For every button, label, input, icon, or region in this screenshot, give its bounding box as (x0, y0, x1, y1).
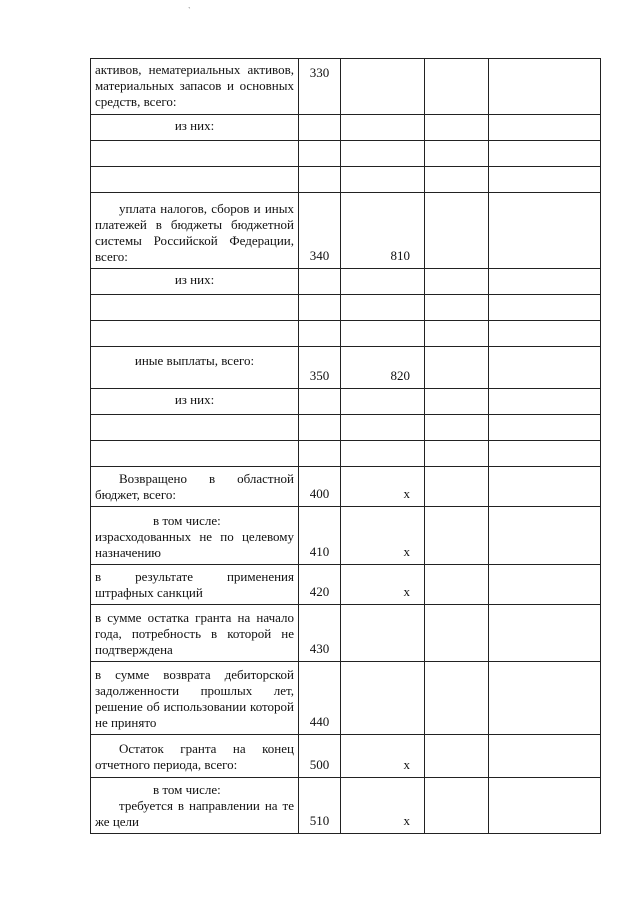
row-cell-note (489, 778, 601, 834)
table-row (91, 389, 601, 415)
row-code: 430 (299, 605, 341, 662)
row-kbk (341, 141, 425, 167)
row-cell-note (489, 167, 601, 193)
row-label: в результате применения штрафных санкций (91, 565, 299, 605)
row-code (299, 415, 341, 441)
row-cell-sum (425, 662, 489, 735)
row-label (91, 415, 299, 441)
row-label-text: требуется в направлении на те же цели (95, 798, 294, 829)
table-row (91, 167, 601, 193)
row-code: 330 (299, 59, 341, 115)
row-cell-sum (425, 269, 489, 295)
row-kbk (341, 167, 425, 193)
row-cell-note (489, 269, 601, 295)
report-table (90, 58, 601, 834)
row-cell-note (489, 662, 601, 735)
table-row (91, 605, 601, 662)
row-kbk (341, 115, 425, 141)
row-cell-sum (425, 295, 489, 321)
row-kbk: x (341, 565, 425, 605)
row-cell-sum (425, 389, 489, 415)
row-cell-note (489, 193, 601, 269)
row-label: активов, нематериальных активов, материальных запасов и основных средств, всего: (91, 59, 299, 115)
row-cell-note (489, 321, 601, 347)
row-cell-note (489, 347, 601, 389)
row-cell-sum (425, 167, 489, 193)
table-row (91, 347, 601, 389)
row-kbk: x (341, 507, 425, 565)
table-row (91, 735, 601, 778)
table-row (91, 141, 601, 167)
row-code (299, 321, 341, 347)
row-code (299, 167, 341, 193)
row-kbk: x (341, 735, 425, 778)
row-kbk (341, 295, 425, 321)
row-cell-sum (425, 735, 489, 778)
row-label-head: в том числе: (153, 782, 221, 797)
row-code: 400 (299, 467, 341, 507)
row-label: из них: (91, 269, 299, 295)
row-label (91, 507, 299, 565)
row-label (91, 141, 299, 167)
row-label: из них: (91, 115, 299, 141)
row-kbk (341, 415, 425, 441)
row-code: 440 (299, 662, 341, 735)
row-code: 420 (299, 565, 341, 605)
row-code (299, 295, 341, 321)
row-code (299, 269, 341, 295)
row-kbk (341, 662, 425, 735)
row-cell-note (489, 141, 601, 167)
row-cell-sum (425, 441, 489, 467)
row-cell-sum (425, 565, 489, 605)
row-kbk: 810 (341, 193, 425, 269)
row-label: Возвращено в областной бюджет, всего: (91, 467, 299, 507)
row-kbk: x (341, 778, 425, 834)
row-cell-note (489, 59, 601, 115)
table-row (91, 321, 601, 347)
table-row (91, 59, 601, 115)
row-cell-sum (425, 605, 489, 662)
row-kbk (341, 269, 425, 295)
row-cell-sum (425, 59, 489, 115)
row-kbk (341, 321, 425, 347)
table-row (91, 115, 601, 141)
table-row (91, 507, 601, 565)
row-cell-note (489, 565, 601, 605)
table-row (91, 565, 601, 605)
table-row (91, 269, 601, 295)
table-row (91, 467, 601, 507)
row-code (299, 389, 341, 415)
row-label: в сумме остатка гранта на начало года, потребность в которой не подтверждена (91, 605, 299, 662)
row-cell-note (489, 605, 601, 662)
row-label: в сумме возврата дебиторской задолженности прошлых лет, решение об использовании которой не принято (91, 662, 299, 735)
table-row (91, 778, 601, 834)
table-row (91, 415, 601, 441)
row-kbk (341, 441, 425, 467)
row-code (299, 141, 341, 167)
row-label: из них: (91, 389, 299, 415)
row-label-head: в том числе: (153, 513, 221, 528)
row-label: иные выплаты, всего: (91, 347, 299, 389)
row-kbk (341, 605, 425, 662)
row-cell-sum (425, 141, 489, 167)
row-kbk: x (341, 467, 425, 507)
row-code: 340 (299, 193, 341, 269)
row-cell-sum (425, 115, 489, 141)
row-cell-note (489, 295, 601, 321)
row-label: Остаток гранта на конец отчетного периода, всего: (91, 735, 299, 778)
row-kbk (341, 389, 425, 415)
row-code: 500 (299, 735, 341, 778)
table-row (91, 193, 601, 269)
table-row (91, 441, 601, 467)
row-cell-sum (425, 778, 489, 834)
row-code (299, 441, 341, 467)
row-code: 510 (299, 778, 341, 834)
row-cell-note (489, 735, 601, 778)
row-label (91, 441, 299, 467)
row-label: уплата налогов, сборов и иных платежей в бюджеты бюджетной системы Российской Федерации, всего: (91, 193, 299, 269)
row-code: 410 (299, 507, 341, 565)
page-mark: ` (188, 6, 191, 15)
row-cell-note (489, 415, 601, 441)
row-cell-note (489, 467, 601, 507)
row-label (91, 295, 299, 321)
table-row (91, 295, 601, 321)
row-cell-note (489, 441, 601, 467)
row-code (299, 115, 341, 141)
row-cell-sum (425, 507, 489, 565)
row-cell-note (489, 507, 601, 565)
row-cell-sum (425, 415, 489, 441)
row-cell-note (489, 115, 601, 141)
row-label (91, 321, 299, 347)
row-label (91, 778, 299, 834)
row-cell-sum (425, 467, 489, 507)
row-code: 350 (299, 347, 341, 389)
row-cell-sum (425, 347, 489, 389)
table-row (91, 662, 601, 735)
row-cell-sum (425, 193, 489, 269)
row-kbk: 820 (341, 347, 425, 389)
row-label (91, 167, 299, 193)
row-cell-sum (425, 321, 489, 347)
row-kbk (341, 59, 425, 115)
row-label-text: израсходованных не по целевому назначению (95, 529, 294, 560)
row-cell-note (489, 389, 601, 415)
